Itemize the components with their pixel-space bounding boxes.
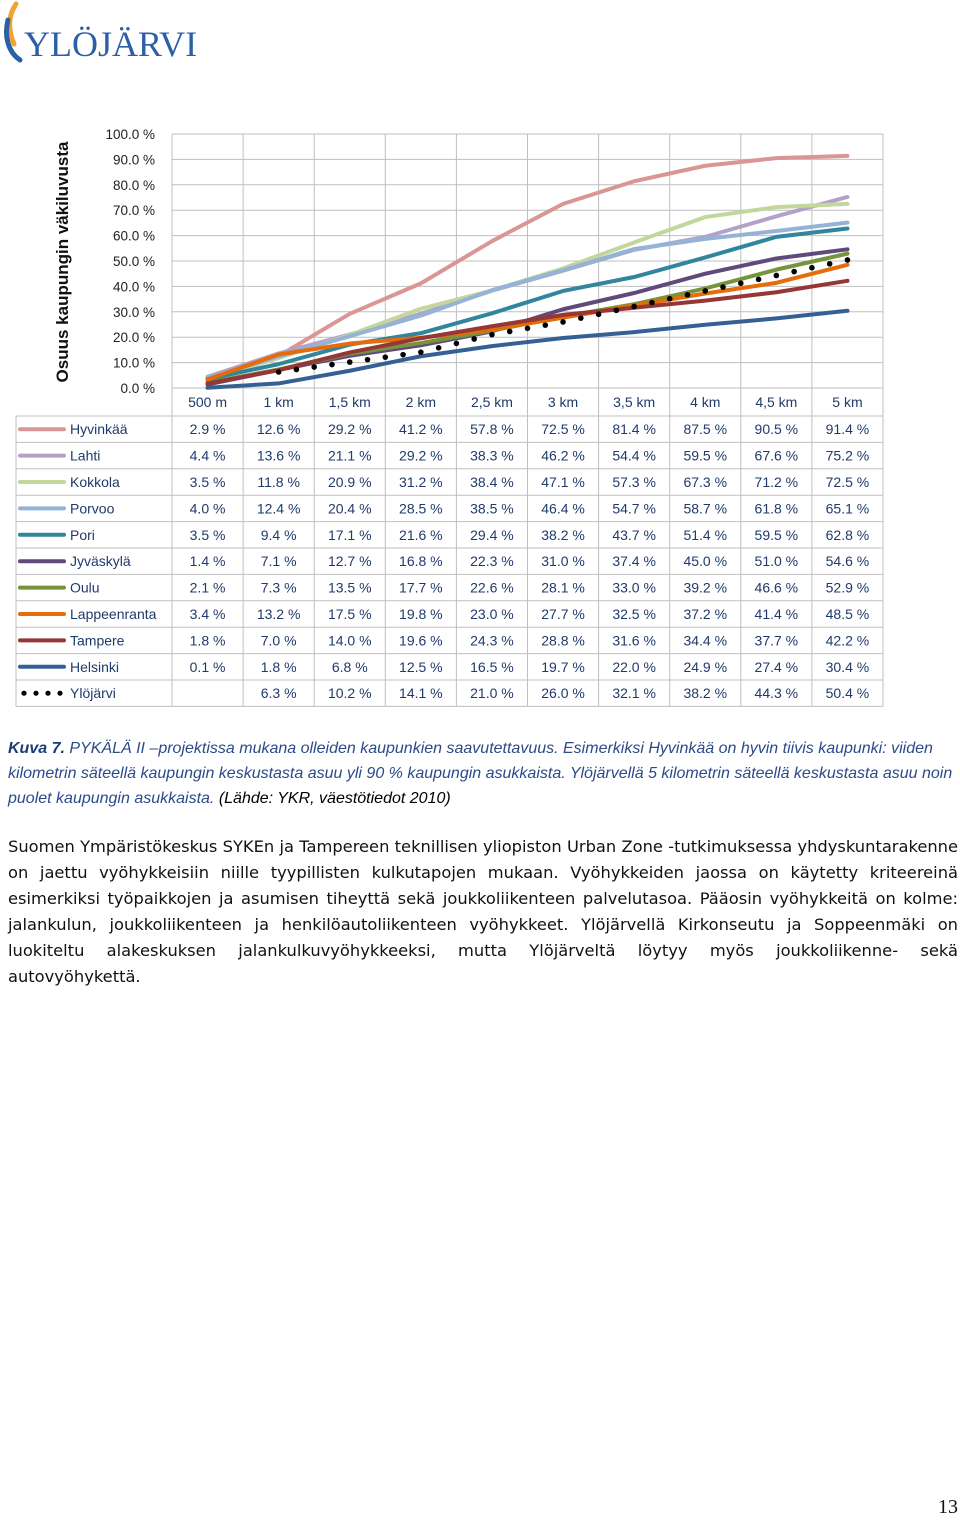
y-tick-label: 80.0 % <box>112 177 155 193</box>
x-tick-label: 1 km <box>263 394 294 410</box>
data-cell: 59.5 % <box>683 447 728 464</box>
data-cell: 48.5 % <box>825 606 870 622</box>
data-cell: 41.2 % <box>399 421 443 438</box>
data-cell: 75.2 % <box>825 447 870 464</box>
data-cell: 38.4 % <box>470 474 514 490</box>
y-tick-label: 90.0 % <box>112 152 155 168</box>
data-cell: 51.4 % <box>683 526 728 543</box>
data-cell: 31.2 % <box>399 474 443 490</box>
data-cell: 37.2 % <box>683 606 728 622</box>
data-cell: 1.8 % <box>189 632 226 649</box>
x-tick-label: 500 m <box>188 394 228 410</box>
data-cell: 45.0 % <box>683 553 728 570</box>
data-cell: 4.0 % <box>189 500 226 517</box>
data-cell: 31.6 % <box>612 632 656 649</box>
series-point-ylojarvi <box>827 261 833 267</box>
data-cell: 23.0 % <box>470 606 514 622</box>
data-cell: 6.3 % <box>260 685 297 702</box>
data-cell: 28.5 % <box>399 500 443 517</box>
y-tick-label: 30.0 % <box>112 304 155 320</box>
data-cell: 39.2 % <box>683 579 728 596</box>
series-point-ylojarvi <box>383 354 389 360</box>
data-cell: 12.7 % <box>327 553 372 570</box>
data-cell: 17.1 % <box>327 526 372 543</box>
data-cell: 11.8 % <box>257 474 300 490</box>
series-point-ylojarvi <box>631 304 637 310</box>
data-cell: 17.7 % <box>399 579 443 596</box>
series-point-ylojarvi <box>774 273 780 279</box>
y-tick-label: 60.0 % <box>112 228 155 244</box>
data-cell: 16.5 % <box>470 658 514 675</box>
data-cell: 22.3 % <box>470 553 514 570</box>
data-cell: 12.4 % <box>256 500 301 517</box>
y-tick-label: 10.0 % <box>112 355 155 371</box>
series-point-ylojarvi <box>489 332 495 338</box>
logo-text: YLÖJÄRVI <box>24 24 198 64</box>
data-cell: 21.1 % <box>327 447 372 464</box>
data-cell: 57.8 % <box>470 421 514 438</box>
legend-label: Pori <box>70 526 95 543</box>
legend-label: Hyvinkää <box>70 421 128 438</box>
legend-label: Helsinki <box>70 658 120 675</box>
legend-label: Kokkola <box>70 474 120 490</box>
y-tick-label: 0.0 % <box>120 381 155 396</box>
data-cell: 67.6 % <box>754 447 799 464</box>
data-cell: 13.5 % <box>327 579 372 596</box>
data-cell: 67.3 % <box>683 474 728 490</box>
data-cell: 47.1 % <box>541 474 585 490</box>
data-cell: 54.7 % <box>612 500 656 517</box>
logo-swoosh-orange <box>10 4 16 44</box>
series-point-ylojarvi <box>738 280 744 286</box>
series-point-ylojarvi <box>596 311 602 317</box>
data-cell: 42.2 % <box>825 632 870 649</box>
ylojarvi-logo <box>2 0 198 70</box>
series-point-ylojarvi <box>756 277 762 283</box>
data-cell: 24.3 % <box>470 632 514 649</box>
data-cell: 12.6 % <box>256 421 301 438</box>
caption-text: PYKÄLÄ II –projektissa mukana olleiden kaupunkien saavutettavuus. Esimerkiksi Hyvinkää on hyvin tiivis kaupunki: viiden kilometrin säteellä kaupungin keskustasta asuu yli 90 % kaupungin asukkaista. Ylöjärvellä 5 kilometrin säteellä keskustasta asuu noin puolet kaupungin asukkaista. <box>8 740 953 807</box>
caption-label: Kuva 7. <box>8 740 65 757</box>
x-tick-label: 2,5 km <box>470 394 513 410</box>
series-point-ylojarvi <box>329 362 335 368</box>
legend-key-ylojarvi <box>21 691 26 696</box>
data-cell: 28.8 % <box>541 632 585 649</box>
data-cell: 29.2 % <box>327 421 372 438</box>
accessibility-chart <box>0 100 960 715</box>
data-cell: 44.3 % <box>754 685 799 702</box>
data-cell: 4.4 % <box>189 447 226 464</box>
legend-label: Jyväskylä <box>70 553 131 570</box>
series-point-ylojarvi <box>294 367 300 373</box>
series-point-ylojarvi <box>791 269 797 275</box>
data-cell: 41.4 % <box>754 606 799 622</box>
data-cell: 13.6 % <box>256 447 301 464</box>
data-cell: 32.5 % <box>612 606 656 622</box>
data-cell: 20.9 % <box>327 474 372 490</box>
data-cell: 38.3 % <box>470 447 514 464</box>
data-cell: 46.2 % <box>541 447 585 464</box>
data-cell: 20.4 % <box>327 500 372 517</box>
series-point-ylojarvi <box>685 292 691 298</box>
data-cell: 13.2 % <box>256 606 301 622</box>
data-cell: 61.8 % <box>754 500 799 517</box>
legend-label: Lappeenranta <box>70 606 157 622</box>
series-point-ylojarvi <box>720 284 726 290</box>
y-tick-label: 50.0 % <box>112 254 155 269</box>
data-cell: 0.1 % <box>189 658 226 675</box>
data-cell: 17.5 % <box>327 606 372 622</box>
data-cell: 38.2 % <box>541 526 585 543</box>
series-point-ylojarvi <box>418 349 424 355</box>
x-tick-label: 4,5 km <box>755 394 798 410</box>
data-cell: 21.6 % <box>399 526 443 543</box>
data-cell: 12.5 % <box>399 658 443 675</box>
data-cell: 22.0 % <box>612 658 656 675</box>
series-point-ylojarvi <box>667 296 673 302</box>
data-cell: 14.1 % <box>399 685 443 702</box>
series-point-ylojarvi <box>365 357 371 363</box>
data-cell: 57.3 % <box>612 474 656 490</box>
data-cell: 52.9 % <box>825 579 870 596</box>
legend-key-ylojarvi <box>57 691 62 696</box>
data-cell: 2.9 % <box>189 421 226 438</box>
data-cell: 37.4 % <box>612 553 656 570</box>
series-point-ylojarvi <box>276 369 282 375</box>
legend-label: Porvoo <box>70 500 115 517</box>
x-tick-label: 3,5 km <box>613 394 656 410</box>
data-cell: 30.4 % <box>825 658 870 675</box>
data-cell: 34.4 % <box>683 632 728 649</box>
series-point-ylojarvi <box>845 257 851 263</box>
data-cell: 3.5 % <box>189 474 226 490</box>
data-cell: 58.7 % <box>683 500 728 517</box>
series-point-ylojarvi <box>454 341 460 347</box>
series-point-ylojarvi <box>347 359 353 365</box>
data-cell: 10.2 % <box>327 685 372 702</box>
data-cell: 2.1 % <box>189 579 226 596</box>
data-cell: 81.4 % <box>612 421 656 438</box>
data-cell: 31.0 % <box>541 553 585 570</box>
y-tick-label: 20.0 % <box>112 330 155 346</box>
body-paragraph: Suomen Ympäristökeskus SYKEn ja Tampereen teknillisen yliopiston Urban Zone -tutkimuksessa yhdyskuntarakenne on jaettu vyöhykkeisiin niille tyypillisten kulkutapojen mukaan. Vyöhykkeiden jaossa on käytetty kriteereinä esimerkiksi työpaikkojen ja asumisen tiheyttä sekä joukkoliikenteen palvelutasoa. Pääosin vyöhykkeitä on kolme: jalankulun, joukkoliikenteen ja henkilöautoliikenteen vyöhykkeet. Ylöjärvellä Kirkonseutu ja Soppeenmäki on luokiteltu alakeskuksen jalankulkuvyöhykkeeksi, mutta Ylöjärveltä löytyy myös joukkoliikenne- sekä autovyöhykettä. <box>8 837 958 986</box>
data-cell: 90.5 % <box>754 421 799 438</box>
series-point-ylojarvi <box>649 300 655 306</box>
series-point-ylojarvi <box>507 329 513 335</box>
legend-key-ylojarvi <box>45 691 50 696</box>
legend-key-ylojarvi <box>33 691 38 696</box>
page-number: 13 <box>938 1496 958 1518</box>
y-tick-label: 70.0 % <box>112 203 155 219</box>
series-point-ylojarvi <box>436 345 442 351</box>
data-cell: 7.1 % <box>260 553 297 570</box>
data-cell: 26.0 % <box>541 685 585 702</box>
data-cell: 19.7 % <box>541 658 585 675</box>
legend-label: Tampere <box>70 632 125 649</box>
data-cell: 38.2 % <box>683 685 728 702</box>
data-cell: 24.9 % <box>683 658 728 675</box>
data-cell: 29.4 % <box>470 526 514 543</box>
legend-label: Ylöjärvi <box>70 685 116 702</box>
x-tick-label: 5 km <box>832 394 863 410</box>
series-point-ylojarvi <box>400 352 406 358</box>
data-cell: 72.5 % <box>825 474 870 490</box>
data-cell: 14.0 % <box>327 632 372 649</box>
x-tick-label: 4 km <box>690 394 721 410</box>
data-cell: 19.8 % <box>399 606 443 622</box>
data-cell: 37.7 % <box>754 632 799 649</box>
series-point-ylojarvi <box>702 288 708 294</box>
series-point-ylojarvi <box>614 308 620 314</box>
data-cell: 46.4 % <box>541 500 585 517</box>
legend-label: Oulu <box>70 579 100 596</box>
data-cell: 7.3 % <box>260 579 297 596</box>
x-tick-label: 2 km <box>405 394 437 410</box>
data-cell: 46.6 % <box>754 579 799 596</box>
data-cell: 27.4 % <box>754 658 799 675</box>
series-point-ylojarvi <box>471 336 477 342</box>
data-cell: 7.0 % <box>260 632 297 649</box>
data-cell: 32.1 % <box>612 685 656 702</box>
data-cell: 54.4 % <box>612 447 656 464</box>
data-cell: 87.5 % <box>683 421 728 438</box>
data-cell: 6.8 % <box>331 658 368 675</box>
series-point-ylojarvi <box>578 315 584 321</box>
series-point-ylojarvi <box>311 364 317 370</box>
series-point-ylojarvi <box>542 322 548 328</box>
data-cell: 71.2 % <box>754 474 799 490</box>
data-cell: 9.4 % <box>260 526 297 543</box>
data-cell: 65.1 % <box>825 500 870 517</box>
data-cell: 16.8 % <box>399 553 443 570</box>
data-cell: 21.0 % <box>470 685 514 702</box>
data-cell: 28.1 % <box>541 579 585 596</box>
y-tick-label: 100.0 % <box>105 127 155 142</box>
data-cell: 29.2 % <box>399 447 443 464</box>
y-axis-label: Osuus kaupungin väkiluvusta <box>53 141 72 383</box>
data-cell: 72.5 % <box>541 421 585 438</box>
data-cell: 62.8 % <box>825 526 870 543</box>
data-cell: 91.4 % <box>825 421 870 438</box>
data-cell: 27.7 % <box>541 606 585 622</box>
data-cell: 33.0 % <box>612 579 656 596</box>
data-cell: 3.4 % <box>189 606 226 622</box>
legend-label: Lahti <box>70 447 101 464</box>
chart-svg <box>0 100 960 715</box>
data-cell: 38.5 % <box>470 500 514 517</box>
series-point-ylojarvi <box>560 319 566 325</box>
data-cell: 51.0 % <box>754 553 799 570</box>
caption-source: (Lähde: YKR, väestötiedot 2010) <box>218 790 451 807</box>
figure-caption <box>8 736 953 811</box>
x-tick-label: 1,5 km <box>328 394 371 410</box>
data-cell: 43.7 % <box>612 526 656 543</box>
data-cell: 22.6 % <box>470 579 514 596</box>
series-point-ylojarvi <box>809 265 815 271</box>
data-cell: 59.5 % <box>754 526 799 543</box>
data-cell: 50.4 % <box>825 685 870 702</box>
data-cell: 54.6 % <box>825 553 870 570</box>
data-cell: 3.5 % <box>189 526 226 543</box>
data-cell: 19.6 % <box>399 632 443 649</box>
series-point-ylojarvi <box>525 326 531 332</box>
data-cell: 1.4 % <box>189 553 226 570</box>
y-tick-label: 40.0 % <box>112 279 155 295</box>
data-cell: 1.8 % <box>260 658 297 675</box>
x-tick-label: 3 km <box>547 394 579 410</box>
